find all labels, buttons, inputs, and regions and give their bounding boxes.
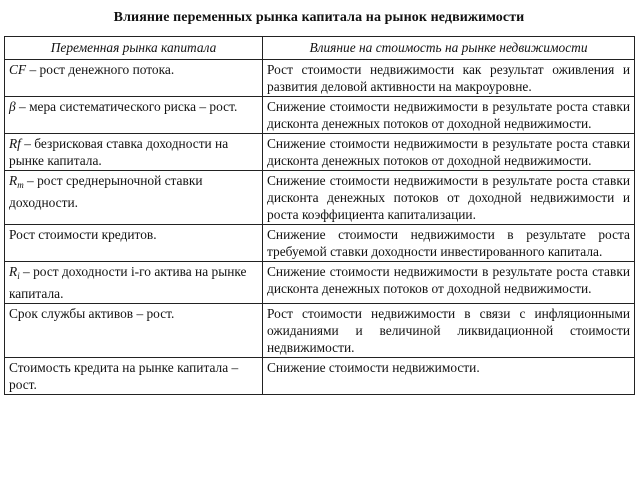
table-row xyxy=(5,97,635,134)
variable-cell xyxy=(5,304,263,358)
variable-symbol: R xyxy=(9,264,18,279)
variable-cell xyxy=(5,60,263,97)
variable-subscript: i xyxy=(17,271,20,281)
effect-cell: Снижение стоимости недвижимости в результате роста требуемой ставки доходности инвестированного капитала. xyxy=(263,225,635,262)
effect-cell: Снижение стоимости недвижимости. xyxy=(263,358,635,395)
capital-market-table xyxy=(4,36,635,395)
variable-text: – безрисковая ставка доходности на рынке капитала. xyxy=(9,136,229,168)
variable-symbol: CF xyxy=(9,62,27,77)
header-variable: Переменная рынка капитала xyxy=(5,37,263,60)
table-row xyxy=(5,304,635,358)
variable-text: Рост стоимости кредитов. xyxy=(9,227,157,242)
table-row xyxy=(5,60,635,97)
variable-symbol: β xyxy=(9,99,16,114)
variable-symbol: Rf xyxy=(9,136,21,151)
variable-subscript: m xyxy=(17,180,24,190)
variable-text: – рост доходности i-го актива на рынке капитала. xyxy=(9,264,247,301)
table-row xyxy=(5,262,635,304)
variable-text: – рост среднерыночной ставки доходности. xyxy=(9,173,203,210)
variable-cell xyxy=(5,171,263,225)
table-title: Влияние переменных рынка капитала на рынок недвижимости xyxy=(113,10,525,25)
variable-text: – мера систематического риска – рост. xyxy=(15,99,238,114)
variable-text: – рост денежного потока. xyxy=(26,62,175,77)
variable-cell xyxy=(5,134,263,171)
table-row xyxy=(5,171,635,225)
variable-cell xyxy=(5,358,263,395)
variable-symbol: R xyxy=(9,173,18,188)
effect-cell: Снижение стоимости недвижимости в результате роста ставки дисконта денежных потоков от доходной недвижимости и роста коэффициента капитализации. xyxy=(263,171,635,225)
table-row xyxy=(5,358,635,395)
effect-cell: Снижение стоимости недвижимости в результате роста ставки дисконта денежных потоков от доходной недвижимости. xyxy=(263,262,635,304)
effect-cell: Рост стоимости недвижимости в связи с инфляционными ожиданиями и величиной ликвидационной стоимости недвижимости. xyxy=(263,304,635,358)
effect-cell: Снижение стоимости недвижимости в результате роста ставки дисконта денежных потоков от доходной недвижимости. xyxy=(263,97,635,134)
effect-cell: Рост стоимости недвижимости как результат оживления и развития деловой активности на макроуровне. xyxy=(263,60,635,97)
variable-text: Срок службы активов – рост. xyxy=(9,306,175,321)
variable-text: Стоимость кредита на рынке капитала – рост. xyxy=(9,360,239,392)
variable-cell xyxy=(5,262,263,304)
variable-cell xyxy=(5,225,263,262)
header-effect: Влияние на стоимость на рынке недвижимости xyxy=(263,37,635,60)
header-row xyxy=(5,37,635,60)
table-row xyxy=(5,134,635,171)
table-row xyxy=(5,225,635,262)
variable-cell xyxy=(5,97,263,134)
effect-cell: Снижение стоимости недвижимости в результате роста ставки дисконта денежных потоков от доходной недвижимости. xyxy=(263,134,635,171)
